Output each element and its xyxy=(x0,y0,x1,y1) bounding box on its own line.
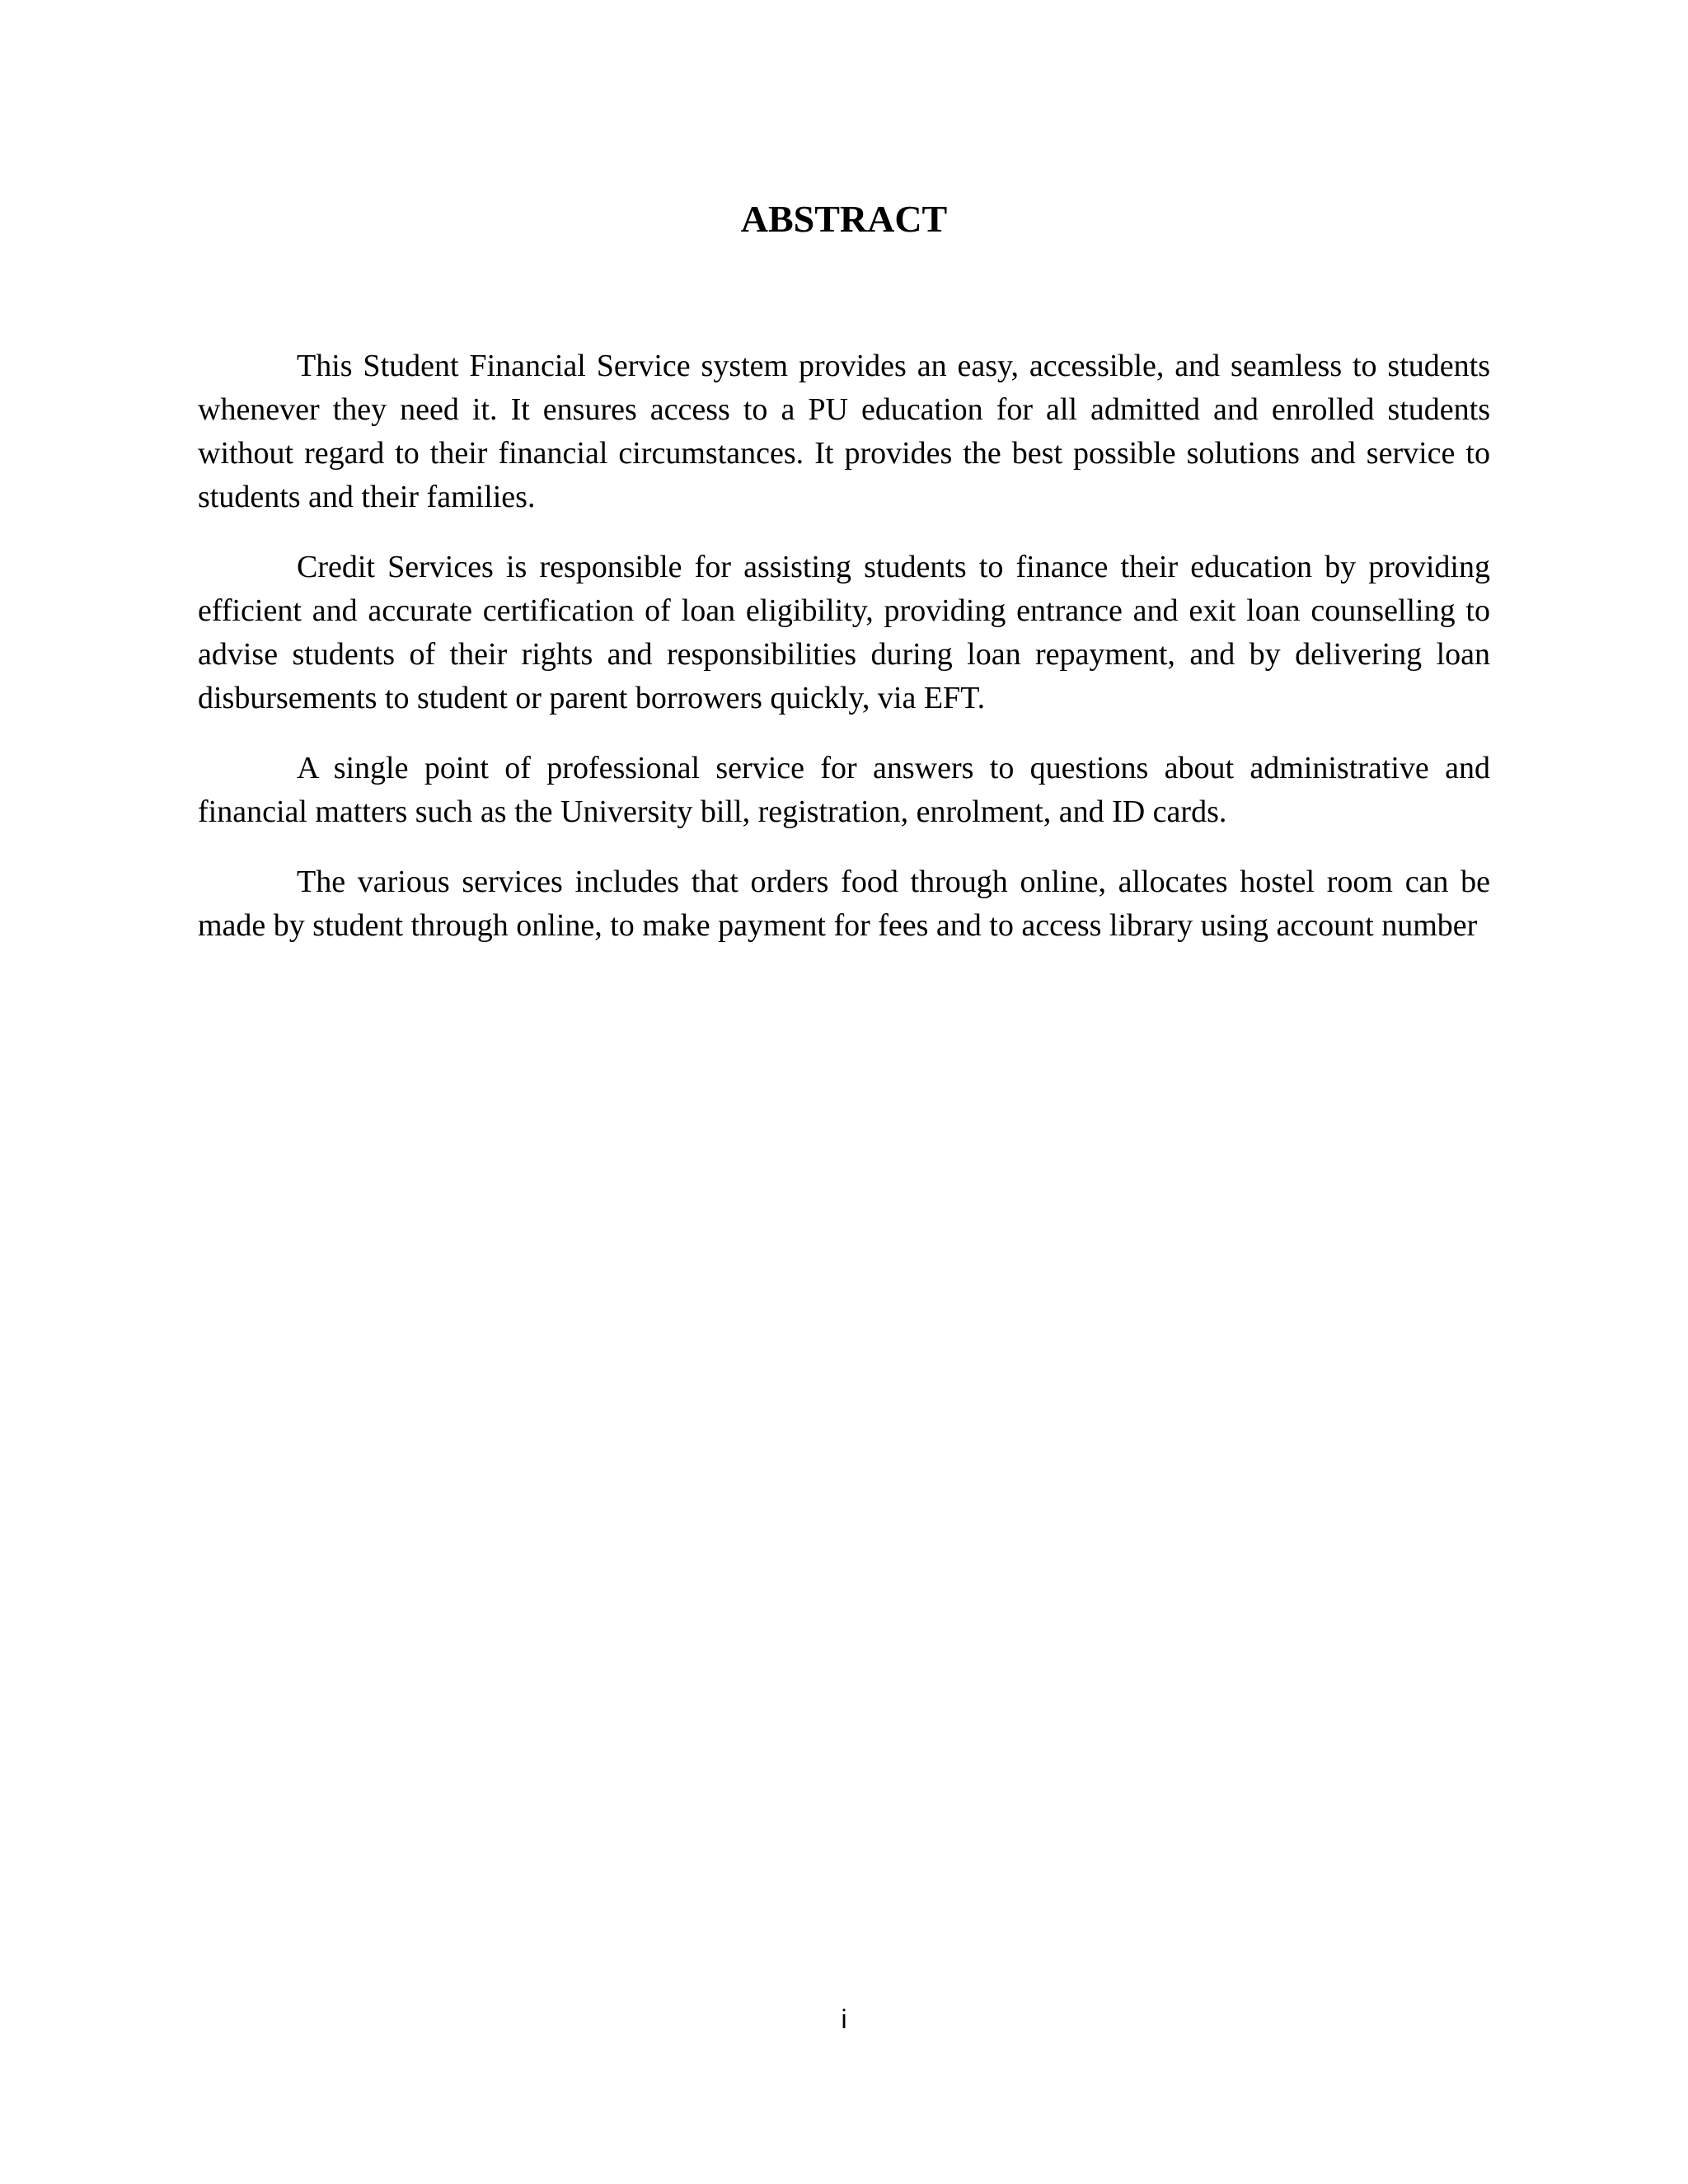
paragraph: The various services includes that orders food through online, allocates hostel room can be made by student through online, to make payment for fees and to access library using account number xyxy=(198,865,1490,943)
paragraph: Credit Services is responsible for assisting students to finance their education by providing efficient and accurate certification of loan eligibility, providing entrance and exit loan counselling to advise students of their rights and responsibilities during loan repayment, and by delivering loan disbursements to student or parent borrowers quickly, via EFT. xyxy=(198,550,1490,715)
abstract-body xyxy=(198,344,1490,974)
page-number: i xyxy=(841,2004,847,2034)
paragraph: This Student Financial Service system provides an easy, accessible, and seamless to students whenever they need it. It ensures access to a PU education for all admitted and enrolled students without regard to their financial circumstances. It provides the best possible solutions and service to students and their families. xyxy=(198,349,1490,514)
paragraph: A single point of professional service for answers to questions about administrative and financial matters such as the University bill, registration, enrolment, and ID cards. xyxy=(198,751,1490,829)
page-title: ABSTRACT xyxy=(740,198,948,240)
